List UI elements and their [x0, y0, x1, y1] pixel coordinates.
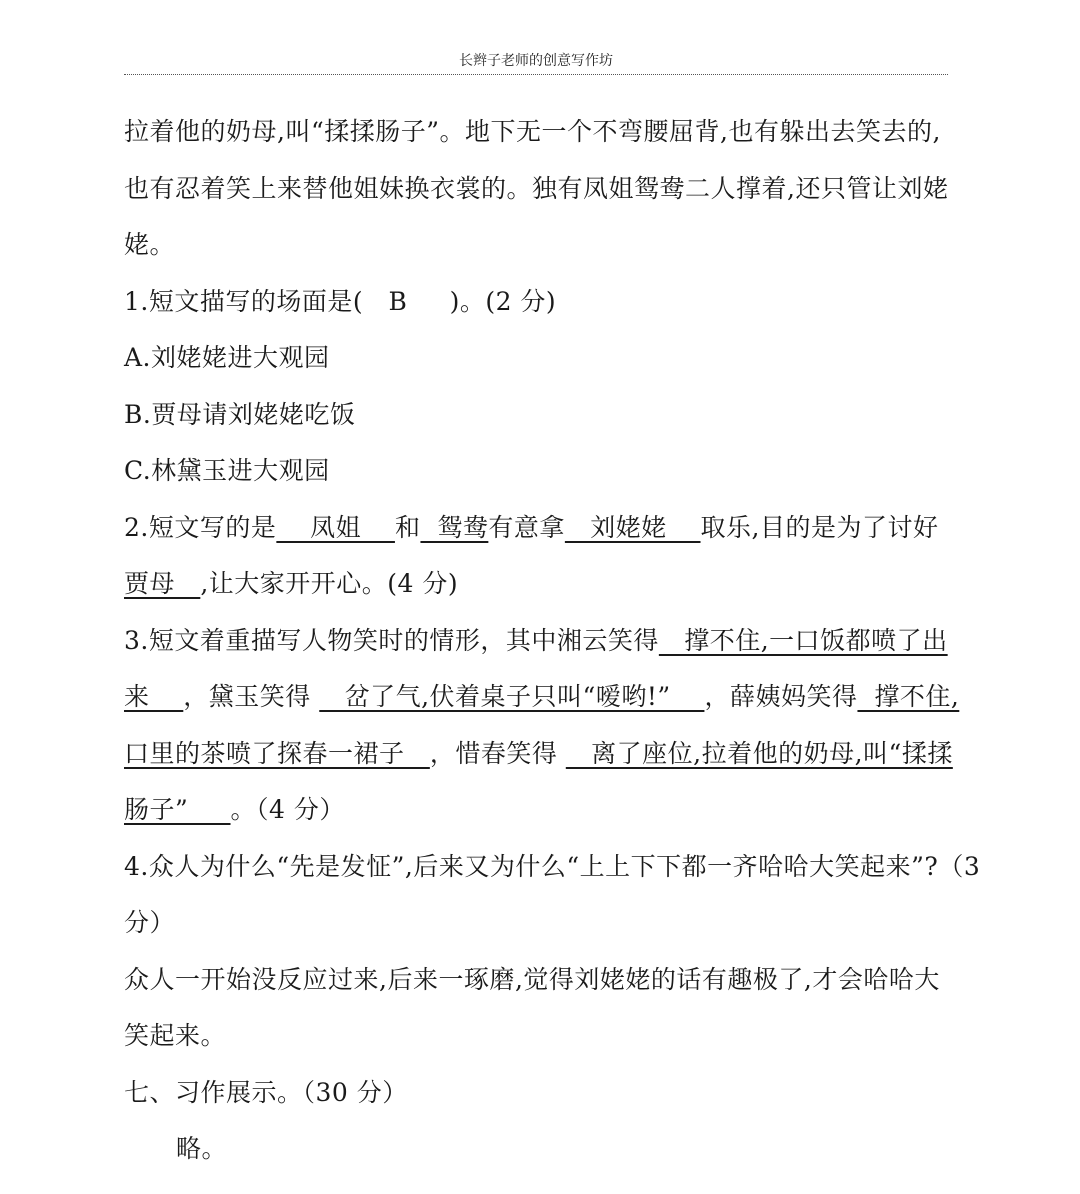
question-1-option-c: C.林黛玉进大观园 [124, 456, 330, 485]
question-3-daiyu: ，黛玉笑得 [183, 682, 320, 711]
question-2-line-2 [124, 556, 964, 613]
question-3-blank-1a: 撑不住,一口饭都喷了出 [658, 625, 948, 655]
question-2-tail: 取乐,目的是为了讨好 [700, 512, 939, 542]
question-1-option-a: A.刘姥姥进大观园 [124, 343, 330, 372]
document-body [124, 104, 981, 1178]
question-2-prefix: 2.短文写的是 [124, 512, 277, 542]
question-1-suffix: )。(2 分) [449, 286, 557, 316]
question-3-xue: ，薛姨妈笑得 [704, 682, 858, 711]
question-4-answer-line-1: 众人一开始没反应过来,后来一琢磨,觉得刘姥姥的话有趣极了,才会哈哈大 [124, 964, 940, 994]
question-3-xichun: ，惜春笑得 [429, 738, 566, 768]
question-2-end: ,让大家开开心。(4 分) [200, 569, 459, 598]
passage-line-2: 也有忍着笑上来替他姐妹换衣裳的。独有凤姐鸳鸯二人撑着,还只管让刘姥 [124, 173, 949, 203]
question-3-prefix: 3.短文着重描写人物笑时的情形，其中湘云笑得 [124, 625, 659, 655]
question-3-end: 。（4 分） [230, 795, 345, 824]
question-2-mid: 有意拿 [488, 512, 565, 542]
passage-line-1: 拉着他的奶母,叫“揉揉肠子”。地下无一个不弯腰屈背,也有躲出去笑去的, [124, 117, 941, 146]
question-2-and: 和 [394, 512, 421, 542]
section-7-title: 七、习作展示。（30 分） [124, 1077, 408, 1107]
question-2-blank-3: 刘姥姥 [564, 512, 701, 542]
section-7-answer: 略。 [176, 1134, 228, 1163]
question-3-blank-1b: 来 [124, 682, 184, 711]
question-2-blank-1: 凤姐 [276, 512, 395, 542]
question-3-blank-3b: 口里的茶喷了探春一裙子 [124, 738, 430, 768]
question-1 [124, 274, 964, 331]
question-3-line-3 [124, 726, 964, 783]
question-3-blank-2: 岔了气,伏着桌子只叫“嗳哟!” [319, 682, 705, 711]
question-4-answer-line-2: 笑起来。 [124, 1021, 227, 1050]
question-1-option-b: B.贾母请刘姥姥吃饭 [124, 399, 356, 429]
question-3-blank-4a: 离了座位,拉着他的奶母,叫“揉揉 [565, 738, 953, 768]
question-1-answer: B [388, 286, 408, 316]
question-3-blank-4b: 肠子” [124, 795, 231, 824]
question-3-line-4 [124, 782, 964, 839]
question-2-blank-4: 贾母 [124, 569, 201, 598]
page-header: 长辫子老师的创意写作坊 [124, 48, 948, 75]
question-1-prefix: 1.短文描写的场面是( [124, 286, 364, 316]
question-4-line-1: 4.众人为什么“先是发怔”,后来又为什么“上上下下都一齐哈哈大笑起来”?（3 [124, 851, 981, 881]
question-2-line-1 [124, 500, 964, 557]
question-2-blank-2: 鸳鸯 [420, 512, 489, 542]
question-3-line-1 [124, 613, 964, 670]
question-3-line-2 [124, 669, 964, 726]
passage-line-3: 姥。 [124, 230, 176, 259]
question-3-blank-3a: 撑不住, [857, 682, 960, 711]
question-4-line-2: 分） [124, 908, 176, 937]
